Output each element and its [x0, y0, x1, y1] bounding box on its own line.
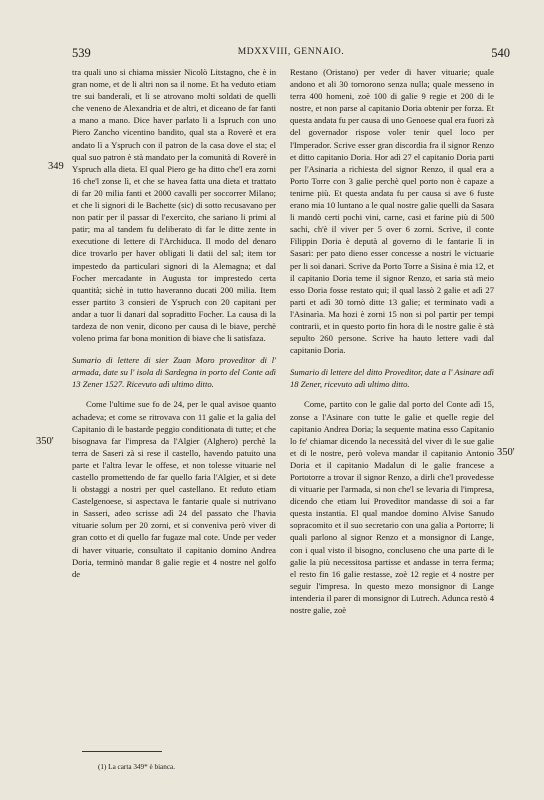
footnote-rule [82, 751, 162, 752]
margin-number-349: 349 [48, 161, 64, 172]
page-number-left: 539 [72, 46, 91, 60]
right-column [290, 66, 494, 616]
right-paragraph-2: Come, partito con le galie dal porto del Conte adì 15, zonse a l'Asinare con tutte le galie et quelle regie del capitanio Andrea Doria; la sequente matina esso Capitanio lo fe' chiamar dicendo la necessità del viver di le sue galie et di le nostre, però voleva mandar il capitanio Antonio Doria et il capitanio Madalun di le galie francese a Portotorre a trovar il signor Renzo, a dirli che'l provedesse di vituarie per l'armada, si non che'l se levaria di l'impresa, dicendo che etiam lui Proveditor mandasse di soi a far questa instantia. El qual mandoe domino Alvise Sanudo sopracomito et il suo secretario con una galia a Portorre; li quali parlono al signor Renzo et a monsignor di Lange, con i qual visto il bisogno, concluseno che una parte di le galie la più necessitosa partisse et andasse in terra ferma; el resto fin 16 galie restasse, zoè 12 regie et 4 nostre per seguir l'impresa. In questo mezo monsignor di Lange intenderia il parer di monsignor di Lutrech. Adunca restò 4 nostre galie, zoè [290, 399, 494, 616]
right-section-heading: Sumario di lettere del ditto Proveditor, date a l' Asinare adì 18 Zener, ricevuto adì ultimo ditto. [290, 367, 494, 390]
left-column [72, 66, 276, 580]
page-number-right: 540 [491, 46, 510, 60]
running-header [72, 46, 510, 62]
running-title: MDXXVIII, GENNAIO. [237, 47, 345, 57]
left-paragraph-2: Come l'ultime sue fo de 24, per le qual avisoe quanto achadeva; et come se ritrovava con 11 galie et la galia del Capitanio di le bastarde peggio conditionata di tutte; et che bisognava far l'impresa da l'Algier (Alghero) perchè la terra de Saseri zà si rese il castello, havendo patuito una parte et l'altra levar le offese, et non tolesse vituarie nel castello promettendo de far quello faria l'Algier, et si dete li obstaggi a nostri per quel castellano. Et reduto etiam Castelgenoese, si aspectava le fantarie quale si nutrivano in Sasseri, adeo scrisse adì 24 del passato che l'havia vituarie solum per 20 zorni, et si conveniva però viver di gran cotto et di quello far fugaze mal cote. Unde per veder di haver vituarie, consultato il capitanio domino Andrea Doria, terminò mandar 8 galie regie et 4 nostre nel golfo de [72, 399, 276, 579]
footnote: (1) La carta 349* è bianca. [98, 763, 176, 771]
margin-number-350-left: 350' [36, 436, 54, 447]
margin-number-350-right: 350' [497, 447, 515, 458]
left-section-heading: Sumario di lettere di sier Zuan Moro proveditor di l' armada, date su l' isola di Sardegna in porto del Conte adì 13 Zener 1527. Ricevuto adì ultimo ditto. [72, 355, 276, 390]
right-paragraph-1: Restano (Oristano) per veder di haver vituarie; quale andono et ali 30 tornorono senza nulla; quale messeno in terra 400 homeni, zoè 100 di galie 9 regie et 200 di le nostre, et non parse al capitanio Doria obtenir per forza. Et questa andata fu per causa di uno Genoese qual era fuori zà del governador rispose voler tenir quel loco per l'Imperador. Scrive esser gran discordia fra il signor Renzo et ditto capitanio Doria. Hor adì 27 el capitanio Doria parti per l'Asinaria a richiesta del signor Renzo, il qual era a Porto Torre con 3 galie perchè quel porto non è capaze a tenirne più. Et questa andata fu per causa si ave 6 fuste erano mia 10 luntano a le qual nostre galie quelli da Sasara li mandò certi pochi vini, carne, casi et farine più di 500 sachi, ch'è il viver per 5 over 6 zorni. Scrive, il conte Filippin Doria è deputà al governo di le fantarie lì in Sasari: per pato dieno esser concesse a nostri le victuarie per li soi danari. Scrive da Porto Torre a Sisina è mia 12, et il capitanio Doria teme il signor Renzo, et saria stà meio esso Doria fosse restato qui; il qual lassò 2 galie et adì 27 parti et adì 30 tornò ditte 13 galie; et terminato vadi a l'Asinarìa. Ma hozi è zorni 15 non si pol partir per tempi contrarii, et in questo porto fin hora di le nostre galie è stà sepulto 260 persone. Scrive ha hauto lettere vadi dal capitanio Doria. [290, 67, 495, 356]
left-paragraph-1: tra quali uno si chiama missier Nicolò Litstagno, che è in gran nome, et de li altri non sa il nome. Et ha veduto etiam tre sui banderali, et li se atrovano molti soldati de quelli che veneno de Alexandria et de altri, et diceano de far fanti a mano a mano. Dice haver parlato li a Ispruch con uno Piero Zancho vicentino bandito, qual sta a Roverè et era andato lì a Yspruch con il patron de la casa dove el sta; el qual suo patron è stà mandato per la comunità di Roverè in Yspruch alla dieta. El qual Piero ge ha ditto che'l era zorni 16 che'l zonse lì, et che se havea fatta una dieta et trattato di far 20 milia fanti et 2000 cavalli per soccorrer Milano; et che li signori di le Bachette (sic) di sotto recusavano per non patir per il passar di l'exercito, che sariano li primi al patir; ma al tandem fu deliberato di far le ditte zente in executione di lettere di l'Archiduca. Il modo del denaro dice trovarlo per haver obligati li datii del sal; item tor impestedo da particulari signori di la Alemagna; et dal Focher mercadante in Augusta tor imprestedo certa quantità; sichè in tutto haveranno ducati 200 milia. Item esser partito 3 consieri de Yspruch con 20 capitani per andar a tuor li danari dal sopraditto Focher. La causa di la tardeza de non venir, dicono per causa di le biave, perchè voleno prima far bona monition di biave che li satisfaza. [72, 67, 276, 344]
